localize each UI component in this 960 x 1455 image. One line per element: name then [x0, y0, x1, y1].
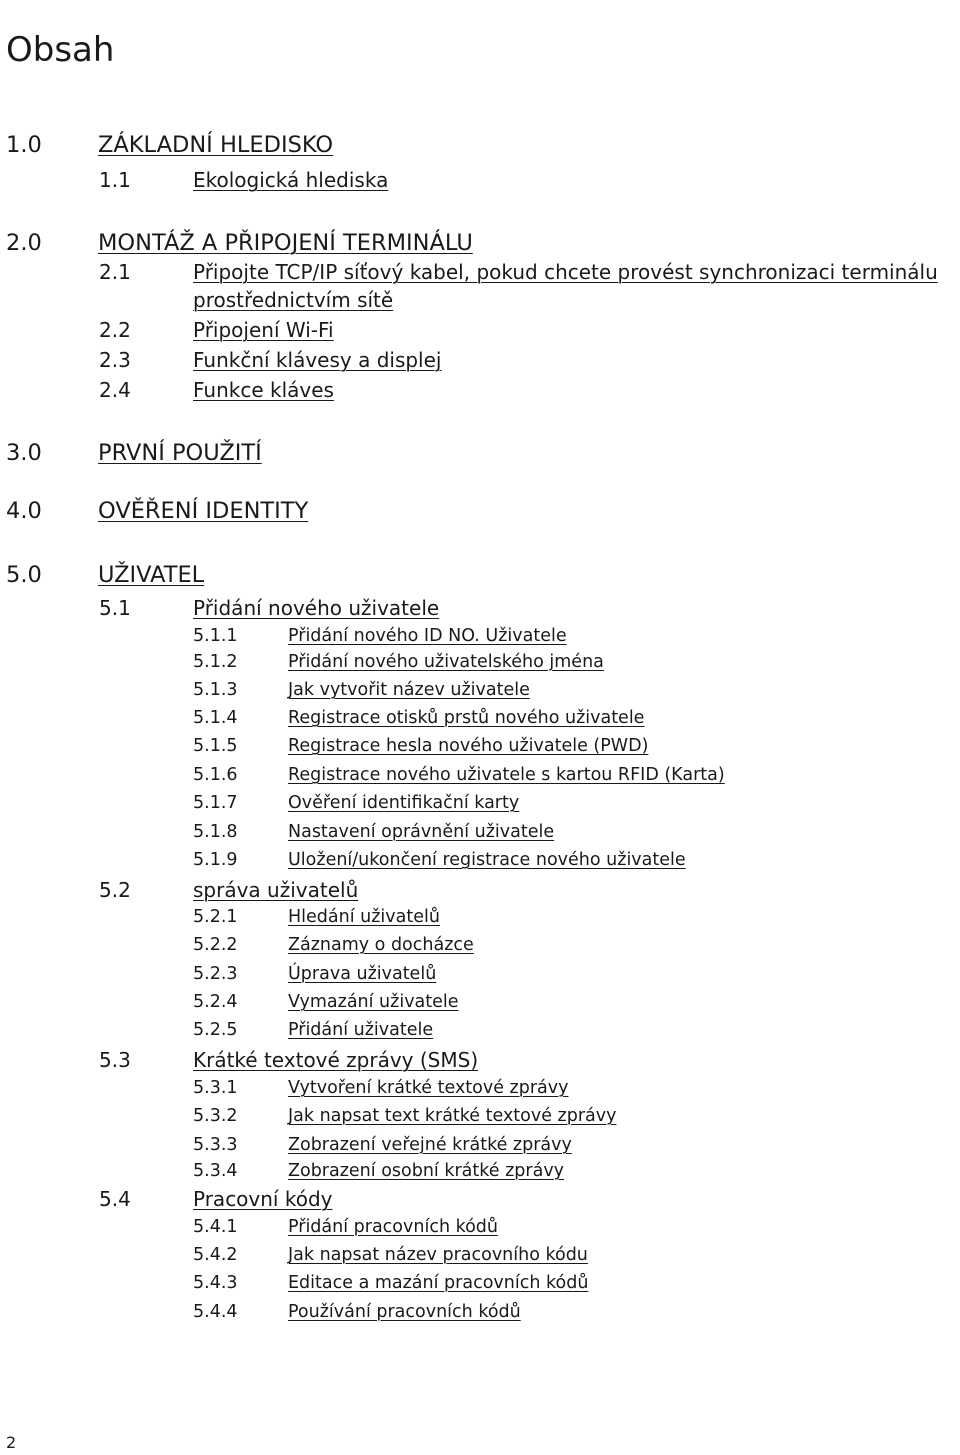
- toc-entry-number: 5.1.7: [193, 793, 238, 813]
- toc-entry-number: 5.1.9: [193, 850, 238, 870]
- toc-entry-label: Zobrazení veřejné krátké zprávy: [288, 1135, 572, 1155]
- toc-entry-number: 5.1.4: [193, 708, 238, 728]
- toc-entry-label: Krátké textové zprávy (SMS): [193, 1048, 479, 1072]
- toc-entry-label: Jak napsat název pracovního kódu: [288, 1245, 588, 1265]
- toc-entry-number: 5.4.3: [193, 1273, 238, 1293]
- toc-entry-number: 5.3: [99, 1048, 131, 1072]
- toc-entry-label: Přidání pracovních kódů: [288, 1217, 499, 1237]
- toc-entry-label: Přidání nového uživatelského jména: [288, 652, 604, 672]
- toc-entry-label: Přidání uživatele: [288, 1020, 434, 1040]
- toc-entry-label: Jak napsat text krátké textové zprávy: [288, 1106, 617, 1126]
- toc-entry-number: 1.0: [6, 132, 42, 158]
- toc-entry-number: 5.0: [6, 562, 42, 588]
- toc-entry-number: 5.1.6: [193, 765, 238, 785]
- toc-entry-number: 5.3.1: [193, 1078, 238, 1098]
- toc-entry-label: Jak vytvořit název uživatele: [288, 680, 530, 700]
- toc-entry-label: UŽIVATEL: [98, 562, 205, 588]
- toc-entry-label: Registrace nového uživatele s kartou RFID (Karta): [288, 765, 725, 785]
- toc-entry-number: 2.0: [6, 230, 42, 256]
- page-title: Obsah: [6, 30, 115, 70]
- toc-entry-number: 5.3.2: [193, 1106, 238, 1126]
- toc-entry-number: 1.1: [99, 168, 131, 192]
- toc-entry-label: Editace a mazání pracovních kódů: [288, 1273, 589, 1293]
- toc-entry-number: 2.4: [99, 378, 131, 402]
- toc-entry-label: správa uživatelů: [193, 878, 359, 902]
- toc-entry-label: Nastavení oprávnění uživatele: [288, 822, 555, 842]
- toc-entry-label: Uložení/ukončení registrace nového uživatele: [288, 850, 686, 870]
- toc-entry-number: 5.2.5: [193, 1020, 238, 1040]
- toc-entry-number: 5.3.3: [193, 1135, 238, 1155]
- toc-entry-label: Pracovní kódy: [193, 1187, 333, 1211]
- toc-entry-number: 2.3: [99, 348, 131, 372]
- toc-entry-label: prostřednictvím sítě: [193, 288, 394, 312]
- toc-entry-number: 2.2: [99, 318, 131, 342]
- toc-entry-label: Vytvoření krátké textové zprávy: [288, 1078, 569, 1098]
- toc-entry-number: 5.1.1: [193, 626, 238, 646]
- toc-entry-number: 5.2: [99, 878, 131, 902]
- toc-entry-label: Funkce kláves: [193, 378, 334, 402]
- toc-entry-number: 5.2.2: [193, 935, 238, 955]
- toc-entry-label: Připojte TCP/IP síťový kabel, pokud chcete provést synchronizaci terminálu: [193, 260, 938, 284]
- toc-entry-number: 5.4: [99, 1187, 131, 1211]
- toc-entry-number: 4.0: [6, 498, 42, 524]
- toc-entry-number: 2.1: [99, 260, 131, 284]
- toc-entry-label: Záznamy o docházce: [288, 935, 474, 955]
- toc-entry-number: 5.2.1: [193, 907, 238, 927]
- toc-entry-label: MONTÁŽ A PŘIPOJENÍ TERMINÁLU: [98, 230, 473, 256]
- toc-entry-label: Hledání uživatelů: [288, 907, 440, 927]
- toc-entry-number: 5.4.2: [193, 1245, 238, 1265]
- toc-entry-number: 5.1.8: [193, 822, 238, 842]
- toc-entry-label: Registrace hesla nového uživatele (PWD): [288, 736, 649, 756]
- toc-entry-label: Zobrazení osobní krátké zprávy: [288, 1161, 565, 1181]
- toc-entry-number: 5.4.4: [193, 1302, 238, 1322]
- toc-entry-number: 5.3.4: [193, 1161, 238, 1181]
- toc-entry-label: PRVNÍ POUŽITÍ: [98, 440, 262, 466]
- toc-entry-label: Připojení Wi-Fi: [193, 318, 334, 342]
- toc-entry-label: Ověření identifikační karty: [288, 793, 520, 813]
- toc-entry-number: 3.0: [6, 440, 42, 466]
- toc-entry-label: Úprava uživatelů: [288, 964, 437, 984]
- toc-entry-label: OVĚŘENÍ IDENTITY: [98, 498, 309, 524]
- toc-entry-number: 5.4.1: [193, 1217, 238, 1237]
- toc-entry-number: 5.1.2: [193, 652, 238, 672]
- toc-entry-label: Přidání nového uživatele: [193, 596, 440, 620]
- toc-entry-number: 5.1.3: [193, 680, 238, 700]
- toc-entry-label: Přidání nového ID NO. Uživatele: [288, 626, 567, 646]
- toc-entry-label: Používání pracovních kódů: [288, 1302, 521, 1322]
- toc-entry-number: 5.1.5: [193, 736, 238, 756]
- toc-entry-label: Ekologická hlediska: [193, 168, 389, 192]
- toc-entry-label: Funkční klávesy a displej: [193, 348, 442, 372]
- toc-entry-label: Vymazání uživatele: [288, 992, 459, 1012]
- toc-entry-number: 5.2.4: [193, 992, 238, 1012]
- page-number: 2: [6, 1433, 17, 1452]
- toc-entry-label: ZÁKLADNÍ HLEDISKO: [98, 132, 334, 158]
- toc-entry-number: 5.2.3: [193, 964, 238, 984]
- toc-entry-label: Registrace otisků prstů nového uživatele: [288, 708, 645, 728]
- toc-entry-number: 5.1: [99, 596, 131, 620]
